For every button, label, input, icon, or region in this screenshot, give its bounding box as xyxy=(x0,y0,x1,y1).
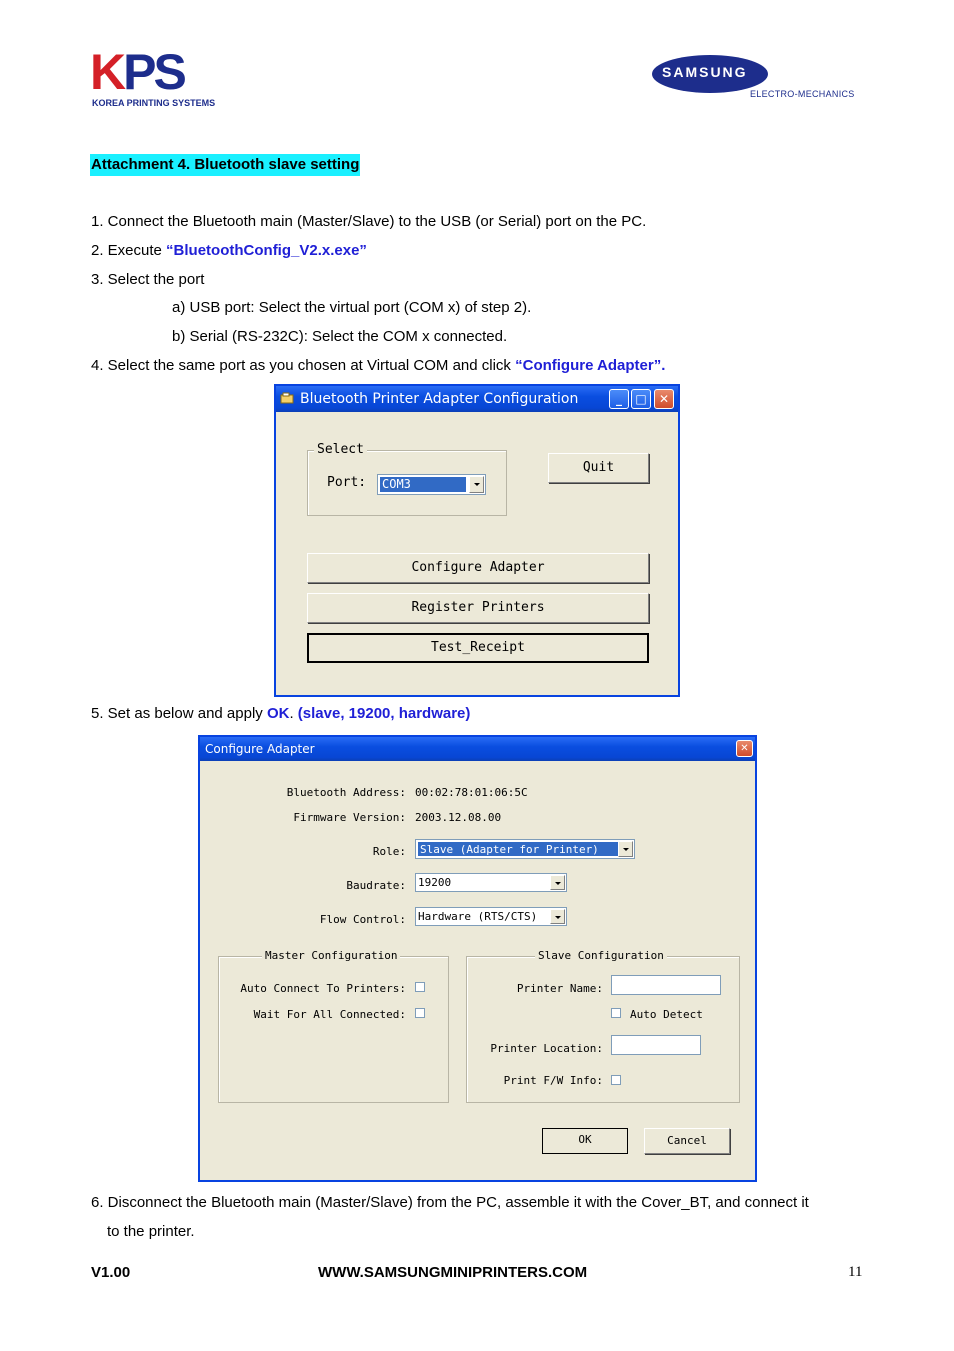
close-button[interactable]: ✕ xyxy=(654,389,674,409)
slave-config-label: Slave Configuration xyxy=(535,949,667,962)
ok-button[interactable]: OK xyxy=(542,1128,628,1154)
page-number: 11 xyxy=(848,1264,863,1280)
configure-adapter-window xyxy=(198,735,757,1182)
register-printers-button[interactable]: Register Printers xyxy=(307,593,649,623)
step-2-filename: “BluetoothConfig_V2.x.exe” xyxy=(166,242,367,259)
app-icon xyxy=(280,392,294,406)
dropdown-arrow-icon[interactable] xyxy=(469,476,484,493)
role-value: Slave (Adapter for Printer) xyxy=(418,842,618,856)
step-4-button-name: “Configure Adapter”. xyxy=(515,357,666,374)
step-4 xyxy=(91,357,665,375)
dropdown-arrow-icon[interactable] xyxy=(550,875,565,890)
dropdown-arrow-icon[interactable] xyxy=(618,841,633,857)
flow-control-value: Hardware (RTS/CTS) xyxy=(418,910,538,923)
baudrate-combobox[interactable] xyxy=(415,873,567,892)
step-6-line-2: to the printer. xyxy=(107,1223,195,1240)
step-3: 3. Select the port xyxy=(91,271,205,288)
role-label: Role: xyxy=(372,845,406,858)
role-combobox[interactable] xyxy=(415,839,635,859)
printer-name-label: Printer Name: xyxy=(516,982,603,995)
bluetooth-address-value: 00:02:78:01:06:5C xyxy=(415,786,528,799)
footer-url[interactable]: WWW.SAMSUNGMINIPRINTERS.COM xyxy=(318,1264,588,1281)
samsung-logo-word: SAMSUNG xyxy=(662,64,748,80)
maximize-button[interactable]: □ xyxy=(631,389,651,409)
port-value: COM3 xyxy=(380,477,466,492)
cancel-button[interactable]: Cancel xyxy=(644,1128,730,1154)
close-button[interactable]: ✕ xyxy=(736,740,753,757)
auto-detect-label: Auto Detect xyxy=(630,1008,703,1021)
footer-version: V1.00 xyxy=(91,1264,131,1281)
bluetooth-address-label: Bluetooth Address: xyxy=(286,786,406,799)
port-label: Port: xyxy=(327,475,367,490)
samsung-logo-sub: ELECTRO-MECHANICS xyxy=(750,89,855,99)
step-6-line-1: 6. Disconnect the Bluetooth main (Master/Slave) from the PC, assemble it with the Cover_BT, and connect it xyxy=(91,1194,809,1211)
step-5-ok: OK xyxy=(266,705,290,722)
firmware-version-label: Firmware Version: xyxy=(293,811,406,824)
quit-button[interactable]: Quit xyxy=(548,453,649,483)
kps-logo-ps: PS xyxy=(123,44,184,100)
wait-all-connected-label: Wait For All Connected: xyxy=(253,1008,406,1021)
printer-name-input[interactable] xyxy=(611,975,721,995)
wait-all-connected-checkbox[interactable] xyxy=(415,1008,425,1018)
firmware-version-value: 2003.12.08.00 xyxy=(415,811,502,824)
step-3b: b) Serial (RS-232C): Select the COM x connected. xyxy=(172,328,508,345)
auto-connect-label: Auto Connect To Printers: xyxy=(240,982,406,995)
kps-logo xyxy=(90,46,184,98)
window-titlebar[interactable] xyxy=(276,386,678,412)
window-titlebar[interactable] xyxy=(200,737,755,761)
kps-logo-subtitle: KOREA PRINTING SYSTEMS xyxy=(92,98,216,108)
step-5-text: 5. Set as below and apply xyxy=(91,705,267,722)
step-3a: a) USB port: Select the virtual port (COM x) of step 2). xyxy=(172,299,532,316)
step-5-dot: . xyxy=(289,705,294,722)
baudrate-value: 19200 xyxy=(418,876,452,889)
auto-connect-checkbox[interactable] xyxy=(415,982,425,992)
configure-adapter-button[interactable]: Configure Adapter xyxy=(307,553,649,583)
minimize-button[interactable]: _ xyxy=(609,389,629,409)
step-2-text: 2. Execute xyxy=(91,242,167,259)
test-receipt-button[interactable]: Test_Receipt xyxy=(307,633,649,663)
flow-control-combobox[interactable] xyxy=(415,907,567,926)
bluetooth-config-window xyxy=(274,384,680,697)
print-fw-info-label: Print F/W Info: xyxy=(503,1074,603,1087)
step-5 xyxy=(91,705,470,723)
print-fw-info-checkbox[interactable] xyxy=(611,1075,621,1085)
dropdown-arrow-icon[interactable] xyxy=(550,909,565,924)
port-combobox[interactable] xyxy=(377,474,486,495)
attachment-heading: Attachment 4. Bluetooth slave setting xyxy=(90,154,360,176)
flow-control-label: Flow Control: xyxy=(319,913,406,926)
window-title: Configure Adapter xyxy=(205,742,315,756)
window-title: Bluetooth Printer Adapter Configuration xyxy=(300,391,579,407)
printer-location-input[interactable] xyxy=(611,1035,701,1055)
step-4-text: 4. Select the same port as you chosen at Virtual COM and click xyxy=(91,357,516,374)
master-config-label: Master Configuration xyxy=(262,949,400,962)
step-5-settings: (slave, 19200, hardware) xyxy=(297,705,471,722)
master-config-groupbox xyxy=(218,956,449,1103)
baudrate-label: Baudrate: xyxy=(346,879,406,892)
printer-location-label: Printer Location: xyxy=(490,1042,603,1055)
step-1: 1. Connect the Bluetooth main (Master/Slave) to the USB (or Serial) port on the PC. xyxy=(91,213,647,230)
auto-detect-checkbox[interactable] xyxy=(611,1008,621,1018)
step-2 xyxy=(91,242,367,260)
kps-logo-k: K xyxy=(90,44,124,100)
select-group-label: Select xyxy=(314,442,367,457)
